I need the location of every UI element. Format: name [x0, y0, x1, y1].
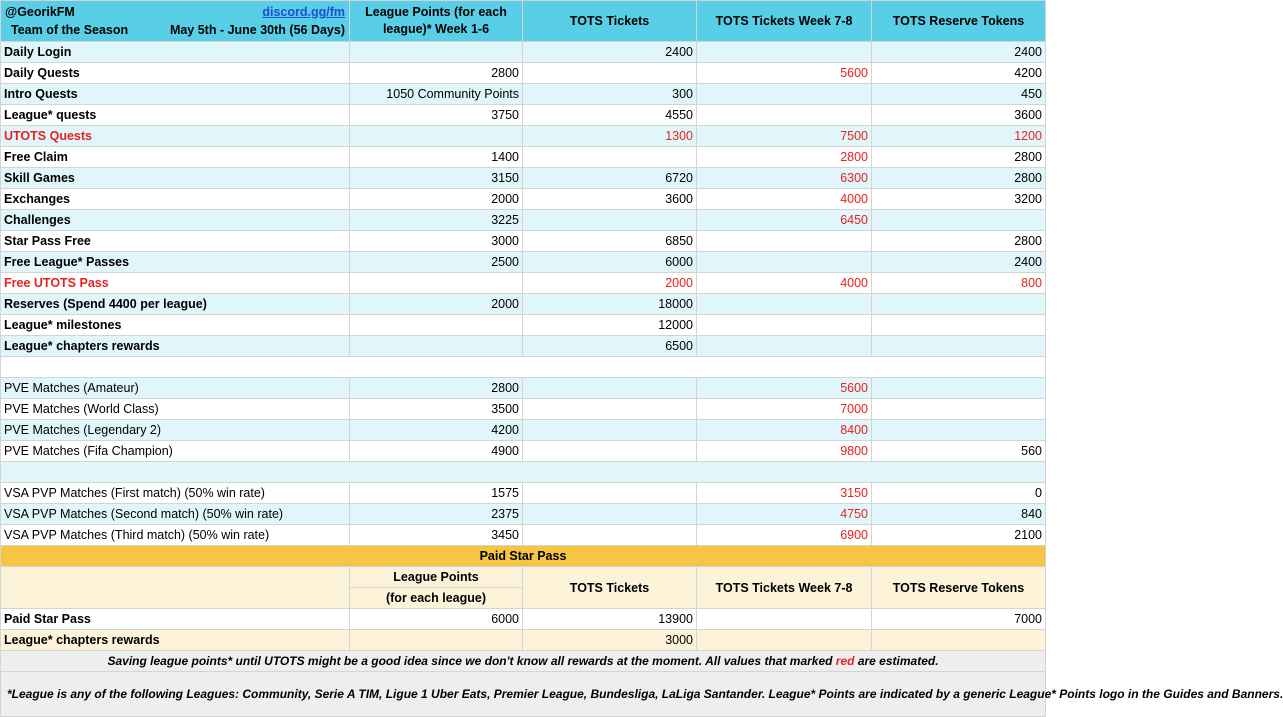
cell-tots-tickets: 13900 [523, 609, 697, 630]
cell-tots-tickets-week-7-8 [697, 42, 872, 63]
cell-tots-reserve-tokens [872, 399, 1046, 420]
cell-tots-reserve-tokens [872, 420, 1046, 441]
cell-tots-reserve-tokens [872, 210, 1046, 231]
cell-tots-reserve-tokens: 4200 [872, 63, 1046, 84]
cell-tots-tickets [523, 147, 697, 168]
table-row [1, 63, 1046, 84]
author-handle: @GeorikFM [5, 5, 75, 19]
cell-tots-tickets-week-7-8: 8400 [697, 420, 872, 441]
cell-tots-tickets-week-7-8: 5600 [697, 378, 872, 399]
cell-tots-tickets-week-7-8: 4000 [697, 273, 872, 294]
cell-tots-tickets-week-7-8: 5600 [697, 63, 872, 84]
col-header-tots-reserve-tokens: TOTS Reserve Tokens [872, 1, 1046, 42]
row-label: PVE Matches (Legendary 2) [1, 420, 350, 441]
cell-tots-tickets [523, 210, 697, 231]
table-row [1, 378, 1046, 399]
note-row [1, 672, 1046, 717]
row-label: League* chapters rewards [1, 336, 350, 357]
discord-link[interactable]: discord.gg/fm [262, 5, 345, 19]
cell-tots-tickets-week-7-8 [697, 84, 872, 105]
cell-league-points: 1400 [350, 147, 523, 168]
table-row [1, 441, 1046, 462]
note-text: Saving league points* until UTOTS might be a good idea since we don't know all rewards at the moment. All values that marked [107, 654, 836, 668]
cell-tots-tickets [523, 504, 697, 525]
cell-tots-reserve-tokens: 0 [872, 483, 1046, 504]
row-label: League* milestones [1, 315, 350, 336]
cell-tots-tickets-week-7-8 [697, 630, 872, 651]
paid-col-header-line1: League Points [350, 567, 522, 588]
row-label: Paid Star Pass [1, 609, 350, 630]
cell-league-points: 4200 [350, 420, 523, 441]
cell-tots-reserve-tokens [872, 336, 1046, 357]
cell-tots-tickets-week-7-8 [697, 252, 872, 273]
col-header-league-points: League Points (for each league)* Week 1-6 [350, 1, 523, 42]
paid-col-header-tots-reserve-tokens: TOTS Reserve Tokens [872, 567, 1046, 609]
cell-tots-tickets-week-7-8: 9800 [697, 441, 872, 462]
row-label: Challenges [1, 210, 350, 231]
row-label: Free League* Passes [1, 252, 350, 273]
table-row [1, 399, 1046, 420]
cell-tots-reserve-tokens: 2800 [872, 168, 1046, 189]
table-row [1, 273, 1046, 294]
cell-tots-reserve-tokens [872, 315, 1046, 336]
league-definition-note: *League is any of the following Leagues: Community, Serie A TIM, Ligue 1 Uber Eats, Premier League, Bundesliga, LaLiga Santander. League* Points are indicated by a generic League* Points logo in the Guides and Banners. [1, 672, 1046, 717]
table-row [1, 84, 1046, 105]
table-row [1, 609, 1046, 630]
row-label: Daily Quests [1, 63, 350, 84]
row-label: Exchanges [1, 189, 350, 210]
cell-tots-tickets [523, 378, 697, 399]
cell-tots-tickets-week-7-8: 3150 [697, 483, 872, 504]
header-row [1, 1, 1046, 42]
table-row [1, 504, 1046, 525]
cell-league-points: 2500 [350, 252, 523, 273]
table-row [1, 630, 1046, 651]
cell-tots-tickets-week-7-8 [697, 231, 872, 252]
row-label: PVE Matches (Fifa Champion) [1, 441, 350, 462]
cell-league-points: 6000 [350, 609, 523, 630]
table-row [1, 483, 1046, 504]
cell-tots-tickets: 300 [523, 84, 697, 105]
table-row [1, 42, 1046, 63]
row-label: Intro Quests [1, 84, 350, 105]
cell-league-points: 2800 [350, 378, 523, 399]
cell-league-points [350, 126, 523, 147]
spacer-cell [1, 462, 1046, 483]
cell-tots-reserve-tokens: 2800 [872, 231, 1046, 252]
table-row [1, 210, 1046, 231]
paid-header-row [1, 567, 1046, 609]
row-label: PVE Matches (World Class) [1, 399, 350, 420]
paid-star-pass-banner [1, 546, 1046, 567]
table-row [1, 147, 1046, 168]
cell-league-points [350, 336, 523, 357]
table-row [1, 126, 1046, 147]
cell-tots-tickets: 2400 [523, 42, 697, 63]
cell-tots-reserve-tokens: 7000 [872, 609, 1046, 630]
cell-tots-reserve-tokens: 2100 [872, 525, 1046, 546]
cell-league-points: 3225 [350, 210, 523, 231]
table-row [1, 525, 1046, 546]
paid-col-header-league-points [350, 567, 523, 609]
cell-tots-tickets [523, 399, 697, 420]
note-row [1, 651, 1046, 672]
cell-tots-tickets-week-7-8: 6450 [697, 210, 872, 231]
table-row [1, 189, 1046, 210]
row-label: Reserves (Spend 4400 per league) [1, 294, 350, 315]
cell-league-points [350, 42, 523, 63]
cell-tots-reserve-tokens: 800 [872, 273, 1046, 294]
table-row [1, 105, 1046, 126]
cell-tots-reserve-tokens: 2800 [872, 147, 1046, 168]
cell-tots-tickets-week-7-8 [697, 294, 872, 315]
cell-tots-reserve-tokens [872, 378, 1046, 399]
cell-league-points: 3450 [350, 525, 523, 546]
note-text-end: are estimated. [854, 654, 939, 668]
cell-league-points: 2800 [350, 63, 523, 84]
cell-league-points: 3000 [350, 231, 523, 252]
cell-tots-tickets-week-7-8 [697, 609, 872, 630]
table-row [1, 315, 1046, 336]
cell-league-points [350, 315, 523, 336]
paid-star-pass-title: Paid Star Pass [1, 546, 1046, 567]
cell-tots-tickets-week-7-8 [697, 315, 872, 336]
cell-league-points: 2375 [350, 504, 523, 525]
cell-tots-tickets: 3000 [523, 630, 697, 651]
cell-tots-tickets-week-7-8: 7500 [697, 126, 872, 147]
row-label: Star Pass Free [1, 231, 350, 252]
cell-league-points: 2000 [350, 294, 523, 315]
row-label: VSA PVP Matches (Third match) (50% win rate) [1, 525, 350, 546]
note-red-word: red [835, 654, 855, 668]
cell-tots-tickets-week-7-8: 6900 [697, 525, 872, 546]
cell-tots-tickets [523, 483, 697, 504]
cell-tots-reserve-tokens: 2400 [872, 252, 1046, 273]
cell-tots-tickets: 12000 [523, 315, 697, 336]
row-label: UTOTS Quests [1, 126, 350, 147]
cell-tots-reserve-tokens: 560 [872, 441, 1046, 462]
cell-tots-tickets-week-7-8: 4750 [697, 504, 872, 525]
title-cell [1, 1, 350, 42]
col-header-tots-tickets: TOTS Tickets [523, 1, 697, 42]
cell-tots-tickets: 6500 [523, 336, 697, 357]
cell-tots-tickets [523, 420, 697, 441]
row-label: Free Claim [1, 147, 350, 168]
cell-tots-tickets: 4550 [523, 105, 697, 126]
table-row [1, 168, 1046, 189]
col-header-tots-tickets-week-7-8: TOTS Tickets Week 7-8 [697, 1, 872, 42]
cell-league-points: 3750 [350, 105, 523, 126]
cell-tots-tickets: 3600 [523, 189, 697, 210]
cell-tots-tickets: 18000 [523, 294, 697, 315]
event-dates: May 5th - June 30th (56 Days) [169, 23, 345, 37]
paid-header-blank [1, 567, 350, 609]
cell-tots-tickets-week-7-8: 6300 [697, 168, 872, 189]
cell-tots-reserve-tokens: 3600 [872, 105, 1046, 126]
cell-league-points: 4900 [350, 441, 523, 462]
paid-col-header-line2: (for each league) [385, 591, 487, 605]
section-divider [1, 357, 1046, 378]
cell-tots-reserve-tokens: 450 [872, 84, 1046, 105]
row-label: Daily Login [1, 42, 350, 63]
cell-tots-tickets-week-7-8: 7000 [697, 399, 872, 420]
table-row [1, 294, 1046, 315]
paid-col-header-tots-tickets-week-7-8: TOTS Tickets Week 7-8 [697, 567, 872, 609]
paid-col-header-tots-tickets: TOTS Tickets [523, 567, 697, 609]
row-label: VSA PVP Matches (First match) (50% win rate) [1, 483, 350, 504]
row-label: League* chapters rewards [1, 630, 350, 651]
cell-tots-reserve-tokens: 3200 [872, 189, 1046, 210]
spacer-cell [1, 357, 1046, 378]
cell-tots-reserve-tokens: 2400 [872, 42, 1046, 63]
estimate-note [1, 651, 1046, 672]
cell-tots-reserve-tokens: 840 [872, 504, 1046, 525]
event-title: Team of the Season [11, 23, 129, 37]
cell-league-points: 3500 [350, 399, 523, 420]
cell-league-points [350, 273, 523, 294]
cell-tots-tickets: 6850 [523, 231, 697, 252]
cell-tots-tickets-week-7-8 [697, 105, 872, 126]
cell-league-points: 3150 [350, 168, 523, 189]
row-label: Skill Games [1, 168, 350, 189]
row-label: Free UTOTS Pass [1, 273, 350, 294]
row-label: VSA PVP Matches (Second match) (50% win rate) [1, 504, 350, 525]
cell-league-points: 2000 [350, 189, 523, 210]
cell-tots-reserve-tokens: 1200 [872, 126, 1046, 147]
row-label: PVE Matches (Amateur) [1, 378, 350, 399]
cell-tots-tickets-week-7-8: 4000 [697, 189, 872, 210]
table-row [1, 420, 1046, 441]
cell-tots-tickets [523, 63, 697, 84]
cell-tots-tickets: 6000 [523, 252, 697, 273]
cell-league-points [350, 630, 523, 651]
cell-tots-tickets [523, 525, 697, 546]
cell-tots-tickets-week-7-8: 2800 [697, 147, 872, 168]
cell-tots-tickets: 2000 [523, 273, 697, 294]
table-row [1, 336, 1046, 357]
table-row [1, 252, 1046, 273]
cell-tots-tickets: 1300 [523, 126, 697, 147]
section-divider [1, 462, 1046, 483]
cell-league-points: 1575 [350, 483, 523, 504]
cell-league-points: 1050 Community Points [350, 84, 523, 105]
table-row [1, 231, 1046, 252]
cell-tots-tickets [523, 441, 697, 462]
cell-tots-tickets-week-7-8 [697, 336, 872, 357]
cell-tots-reserve-tokens [872, 630, 1046, 651]
cell-tots-reserve-tokens [872, 294, 1046, 315]
cell-tots-tickets: 6720 [523, 168, 697, 189]
row-label: League* quests [1, 105, 350, 126]
